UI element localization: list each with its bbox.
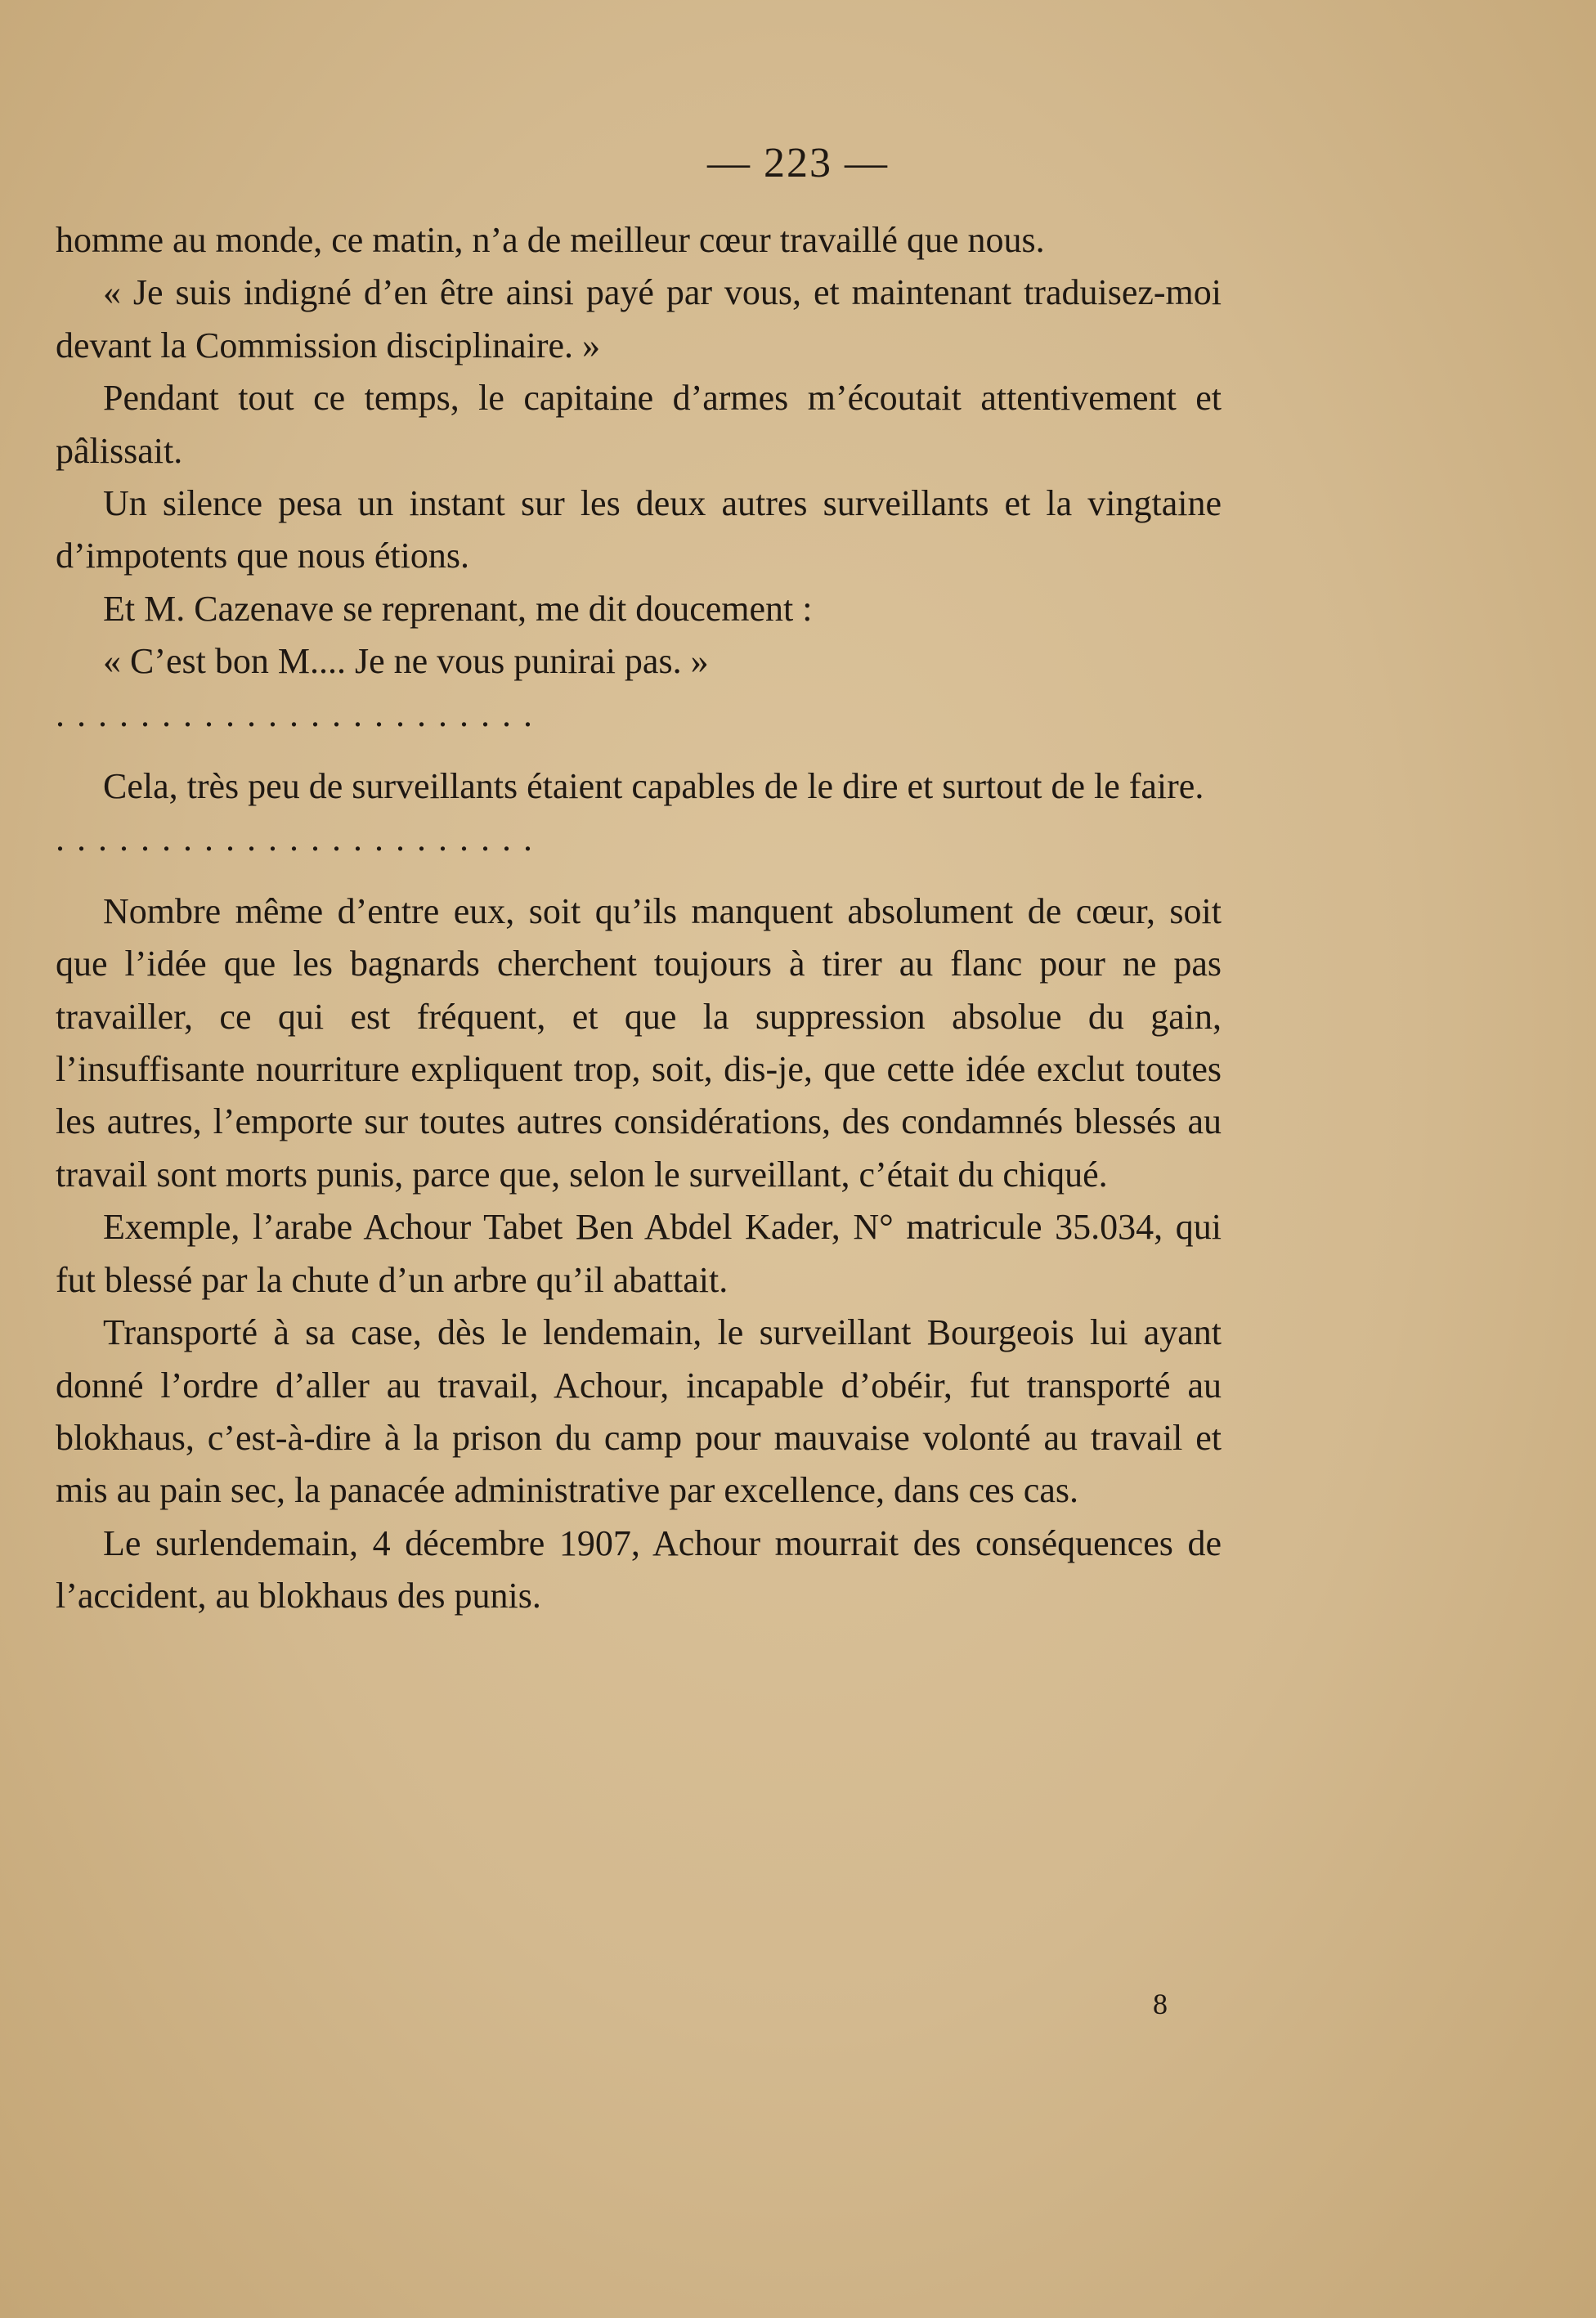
paragraph-captain-listening: Pendant tout ce temps, le capitaine d’armes m’écoutait attentivement et pâlissait. — [56, 378, 1222, 471]
ellipsis-separator: . . . . . . . . . . . . . . . . . . . . . . . — [56, 818, 534, 859]
paragraph-transported: Transporté à sa case, dès le lendemain, le surveillant Bourgeois lui ayant donné l’ordre d’aller au travail, Achour, incapable d’obéir, fut transporté au blokhaus, c’est-à-dire à la prison du camp pour mauvaise volonté au travail et mis au pain sec, la panacée administrative par excellence, dans ces cas. — [56, 1312, 1222, 1511]
ellipsis-separator: . . . . . . . . . . . . . . . . . . . . . . . — [56, 693, 534, 734]
paragraph-example-achour: Exemple, l’arabe Achour Tabet Ben Abdel Kader, N° matricule 35.034, qui fut blessé par la chute d’un arbre qu’il abattait. — [56, 1207, 1222, 1300]
paragraph-many-guards: Nombre même d’entre eux, soit qu’ils manquent absolument de cœur, soit que l’idée que les bagnards cherchent toujours à tirer au flanc pour ne pas travailler, ce qui est fréquent, et que la suppression absolue du gain, l’insuffisante nourriture expliquent trop, soit, dis-je, que cette idée exclut toutes les autres, l’emporte sur toutes autres considérations, des condamnés blessés au travail sont morts punis, parce que, selon le surveillant, c’était du chiqué. — [56, 890, 1222, 1195]
section-gap — [56, 866, 1222, 886]
paragraph-quote-no-punishment: « C’est bon M.... Je ne vous punirai pas. » — [103, 641, 709, 682]
signature-mark: 8 — [1153, 1988, 1168, 2020]
paragraph-few-guards: Cela, très peu de surveillants étaient capables de le dire et surtout de le faire. — [103, 766, 1204, 807]
paragraph-silence: Un silence pesa un instant sur les deux autres surveillants et la vingtaine d’impotents que nous étions. — [56, 483, 1222, 576]
paragraph-quote-indignant: « Je suis indigné d’en être ainsi payé par vous, et maintenant traduisez-moi devant la Commission disciplinaire. » — [56, 272, 1222, 365]
body-text — [56, 214, 1222, 1623]
paragraph-continued: homme au monde, ce matin, n’a de meilleur cœur travaillé que nous. — [56, 220, 1045, 260]
paragraph-death: Le surlendemain, 4 décembre 1907, Achour mourrait des conséquences de l’accident, au blokhaus des punis. — [56, 1522, 1222, 1616]
paragraph-cazenave: Et M. Cazenave se reprenant, me dit doucement : — [103, 588, 813, 629]
page-number-header: — 223 — — [707, 140, 889, 186]
section-gap — [56, 741, 1222, 760]
